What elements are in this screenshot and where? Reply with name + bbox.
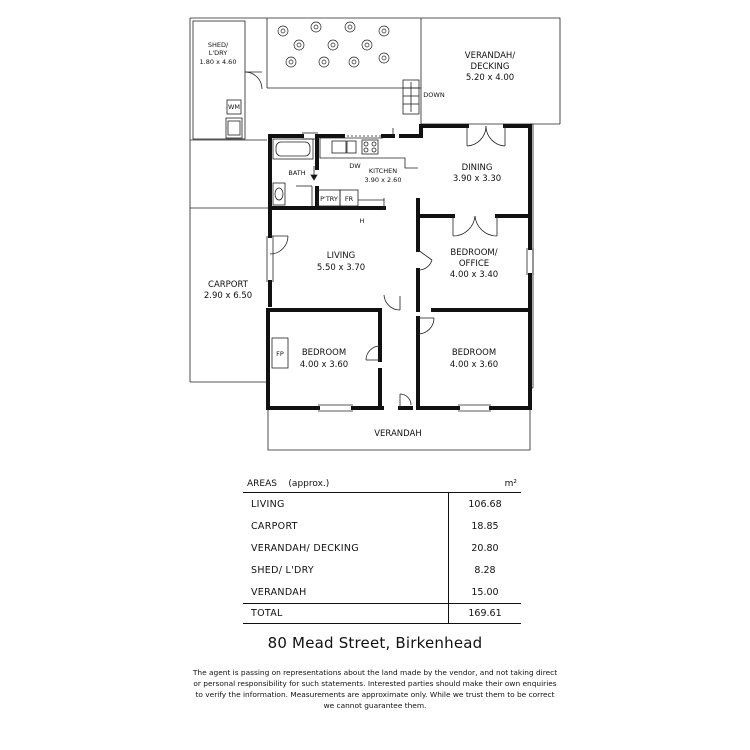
hallway-h-label: H (359, 217, 365, 225)
shed-label-2: L'DRY (208, 49, 228, 57)
table-row (243, 493, 521, 515)
fridge-label: FR (344, 195, 354, 203)
areas-heading: AREAS (247, 479, 277, 489)
area-value: 8.28 (448, 559, 521, 581)
bedroom-office-label: BEDROOM/ (450, 248, 498, 258)
pantry-label: P'TRY (320, 195, 338, 203)
kitchen-size: 3.90 x 2.60 (364, 176, 402, 184)
area-name: SHED/ L'DRY (251, 564, 315, 576)
garden-shrubs (278, 22, 389, 67)
property-address: 80 Mead Street, Birkenhead (267, 634, 483, 652)
bedroom-2-size: 4.00 x 3.60 (449, 360, 499, 370)
washing-machine-label: WM (227, 103, 241, 111)
areas-unit: m² (504, 479, 517, 489)
table-row (243, 559, 521, 581)
area-name: CARPORT (251, 520, 298, 532)
carport-label: CARPORT (208, 280, 248, 290)
living-label: LIVING (326, 251, 356, 261)
bedroom-office-size: 4.00 x 3.40 (449, 270, 499, 280)
kitchen-label: KITCHEN (368, 167, 398, 175)
areas-approx: (approx.) (288, 479, 330, 489)
carport-size: 2.90 x 6.50 (203, 291, 253, 301)
dishwasher-label: DW (349, 162, 361, 170)
verandah-decking-size: 5.20 x 4.00 (465, 73, 515, 83)
area-value: 15.00 (448, 581, 521, 603)
area-value: 106.68 (448, 493, 521, 515)
verandah-decking-label-2: DECKING (470, 62, 510, 72)
total-row (243, 603, 521, 623)
living-size: 5.50 x 3.70 (316, 263, 366, 273)
bedroom-1-label: BEDROOM (301, 348, 347, 358)
bedroom-2-label: BEDROOM (451, 348, 497, 358)
areas-header (243, 479, 521, 492)
table-row (243, 537, 521, 559)
disclaimer-text: The agent is passing on representations about the land made by the vendor, and not taking direct or personal responsibility for such statements. Interested parties should make their own enquiries to verify the information. Measurements are approximate only. While we trust them to be correct we cannot guarantee them. (192, 668, 558, 710)
table-row (243, 581, 521, 603)
area-name: VERANDAH (251, 586, 307, 598)
total-value: 169.61 (448, 604, 521, 623)
stairs-down-label: DOWN (423, 91, 445, 99)
verandah-decking-label: VERANDAH/ (464, 51, 516, 61)
shed-size: 1.80 x 4.60 (199, 58, 237, 66)
verandah-label: VERANDAH (374, 429, 422, 439)
area-name: VERANDAH/ DECKING (251, 542, 359, 554)
area-name: LIVING (251, 498, 285, 510)
shed-label: SHED/ (207, 41, 229, 49)
areas-table (243, 479, 521, 624)
bedroom-office-label-2: OFFICE (458, 259, 490, 269)
area-value: 18.85 (448, 515, 521, 537)
table-row (243, 515, 521, 537)
dining-size: 3.90 x 3.30 (452, 174, 502, 184)
bedroom-1-size: 4.00 x 3.60 (299, 360, 349, 370)
total-label: TOTAL (251, 608, 283, 619)
area-value: 20.80 (448, 537, 521, 559)
fireplace-label: FP (276, 350, 284, 358)
dining-label: DINING (461, 163, 493, 173)
bath-label: BATH (288, 169, 306, 177)
